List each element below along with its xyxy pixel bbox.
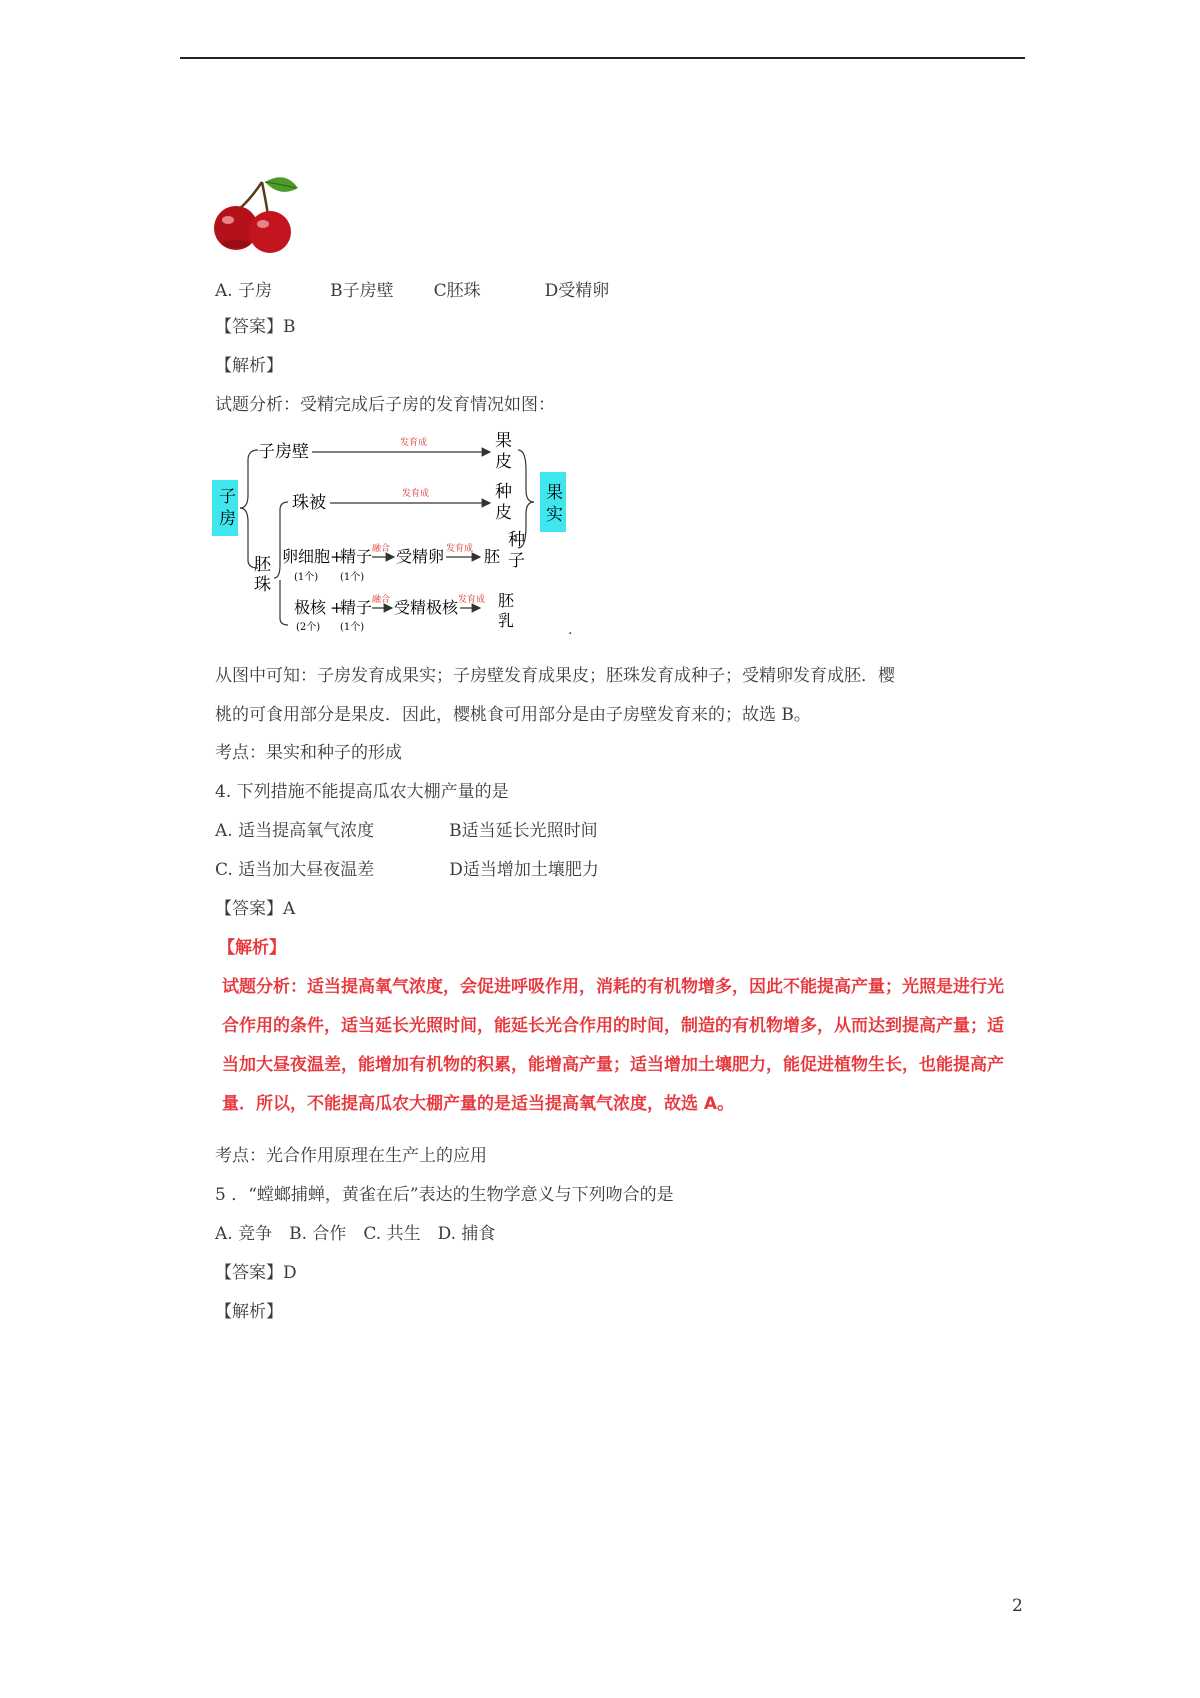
q4-analysis-2: 合作用的条件，适当延长光照时间，能延长光合作用的时间，制造的有机物增多，从而达到提高产量；适 (222, 1016, 1004, 1036)
fruit-peel-label-2: 皮 (495, 452, 512, 472)
q4-analysis-1: 试题分析：适当提高氧气浓度，会促进呼吸作用，消耗的有机物增多，因此不能提高产量；光照是进行光 (222, 977, 1004, 997)
fruit-label-1: 果 (546, 483, 563, 503)
endosperm-label-1: 胚 (498, 591, 515, 610)
develop-label-4: 发育成 (458, 595, 486, 605)
q4-analysis-4: 量．所以，不能提高瓜农大棚产量的是适当提高氧气浓度，故选 A。 (222, 1094, 735, 1114)
polar-count: (2个) (296, 622, 321, 633)
seed-coat-label-2: 皮 (495, 503, 512, 523)
seed-label-2: 子 (508, 551, 525, 571)
ovary-label-1: 子 (219, 487, 236, 507)
ovule-label-2: 珠 (254, 575, 271, 595)
q5-options: A. 竞争 B. 合作 C. 共生 D. 捕食 (215, 1224, 496, 1244)
q3-kaodian: 考点：果实和种子的形成 (215, 743, 402, 763)
q3-answer: 【答案】B (215, 317, 296, 337)
seed-coat-label-1: 种 (495, 482, 512, 502)
develop-label-2: 发育成 (402, 489, 430, 499)
q4-option-d: D适当增加土壤肥力 (449, 860, 599, 880)
q3-option-a: A. 子房 (215, 281, 273, 301)
q5-answer: 【答案】D (215, 1263, 297, 1283)
fruit-label-2: 实 (546, 505, 563, 525)
ovary-development-diagram (212, 430, 582, 635)
endosperm-label-2: 乳 (498, 611, 515, 630)
develop-label-3: 发育成 (446, 544, 474, 554)
sperm-count-2: (1个) (340, 622, 365, 633)
plus-1: + (330, 547, 344, 566)
seed-label-1: 种 (508, 530, 525, 550)
q4-analysis-3: 当加大昼夜温差，能增加有机物的积累，能增高产量；适当增加土壤肥力，能促进植物生长，也能提高产 (222, 1055, 1004, 1075)
q3-analysis-label: 【解析】 (215, 356, 283, 376)
q4-answer: 【答案】A (215, 899, 296, 919)
cherry-image (210, 170, 300, 255)
q3-option-b: B子房壁 (330, 281, 394, 301)
sperm-label-1: 精子 (340, 547, 373, 566)
polar-label: 极核 (294, 598, 327, 617)
q4-options-ab (215, 820, 598, 842)
ovule-label-1: 胚 (254, 555, 271, 575)
page-number: 2 (1012, 1596, 1023, 1616)
q3-text-1: 从图中可知：子房发育成果实；子房壁发育成果皮；胚珠发育成种子；受精卵发育成胚．樱 (215, 666, 895, 686)
q5-question: 5 ．“螳螂捕蝉，黄雀在后”表达的生物学意义与下列吻合的是 (215, 1185, 674, 1205)
q3-intro: 试题分析：受精完成后子房的发育情况如图： (215, 395, 555, 415)
ovary-wall-label: 子房壁 (258, 442, 309, 462)
fuse-label-1: 融合 (372, 544, 391, 554)
q3-options (215, 280, 609, 302)
q4-option-a: A. 适当提高氧气浓度 (215, 821, 375, 841)
q4-question: 4. 下列措施不能提高瓜农大棚产量的是 (215, 782, 509, 802)
integument-label: 珠被 (292, 493, 326, 513)
q4-options-cd (215, 859, 599, 881)
egg-count: (1个) (294, 572, 319, 583)
fuse-label-2: 融合 (372, 595, 391, 605)
embryo-label: 胚 (484, 547, 501, 566)
header-rule (180, 57, 1025, 59)
q4-kaodian: 考点：光合作用原理在生产上的应用 (215, 1146, 487, 1166)
q4-option-c: C. 适当加大昼夜温差 (215, 860, 375, 880)
egg-label: 卵细胞 (282, 547, 331, 566)
q4-analysis-label: 【解析】 (218, 938, 286, 958)
fertilized-polar-label: 受精极核 (394, 598, 459, 617)
plus-2: + (330, 598, 344, 617)
fruit-peel-label-1: 果 (495, 431, 512, 451)
sperm-count-1: (1个) (340, 572, 365, 583)
q5-analysis-label: 【解析】 (215, 1302, 283, 1322)
q3-option-d: D受精卵 (544, 281, 610, 301)
sperm-label-2: 精子 (340, 598, 373, 617)
q3-text-2: 桃的可食用部分是果皮．因此，樱桃食可用部分是由子房壁发育来的；故选 B。 (215, 705, 811, 725)
diagram-dot: . (568, 622, 573, 638)
zygote-label: 受精卵 (396, 547, 445, 566)
q3-option-c: C胚珠 (433, 281, 481, 301)
ovary-label-2: 房 (219, 509, 236, 529)
develop-label-1: 发育成 (400, 438, 428, 448)
q4-option-b: B适当延长光照时间 (449, 821, 598, 841)
